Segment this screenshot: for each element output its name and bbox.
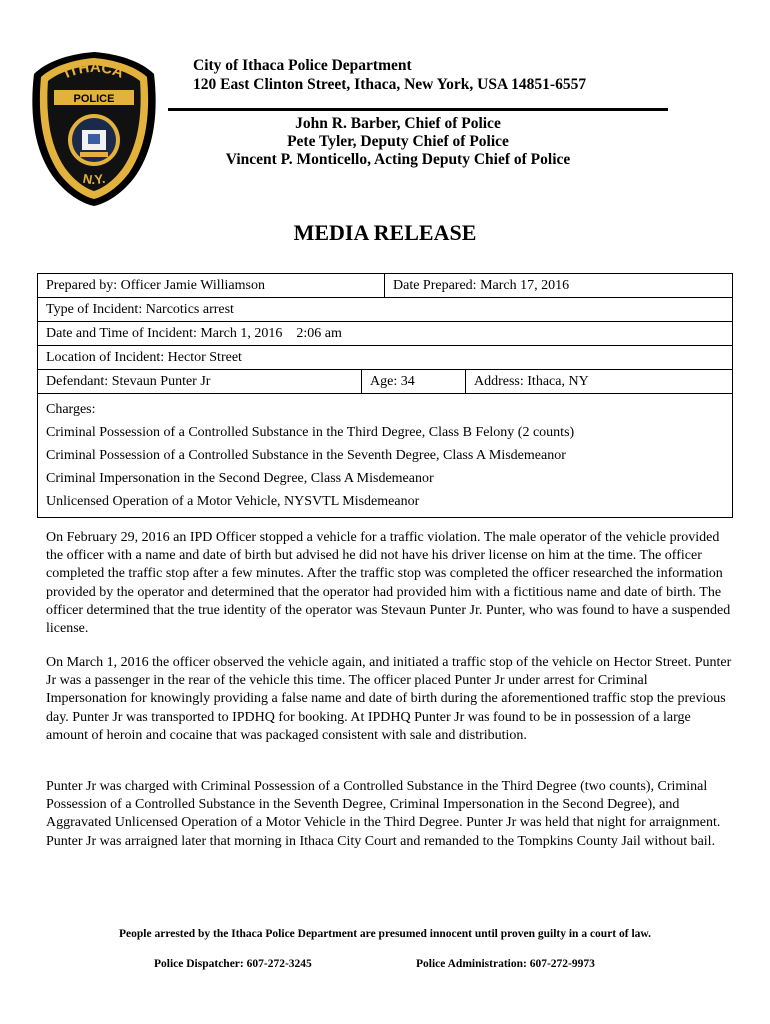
prepared-by: Prepared by: Officer Jamie Williamson bbox=[46, 278, 265, 293]
deputy-chief: Pete Tyler, Deputy Chief of Police bbox=[287, 133, 509, 150]
defendant-address: Address: Ithaca, NY bbox=[465, 370, 732, 393]
svg-text:N.Y. bbox=[82, 171, 107, 187]
charge-item: Unlicensed Operation of a Motor Vehicle, NYSVTL Misdemeanor bbox=[46, 494, 420, 509]
defendant-name: Defendant: Stevaun Punter Jr bbox=[46, 374, 211, 389]
body-paragraph: On March 1, 2016 the officer observed the vehicle again, and initiated a traffic stop of the vehicle on Hector Street. Punter Jr was a passenger in the rear of the vehicle this time. The officer placed Punter Jr under arrest for Criminal Impersonation for knowingly providing a false name and date of birth during the aforementioned traffic stop the previous day. Punter Jr was transported to IPDHQ for booking. At IPDHQ Punter Jr was found to be in possession of a large amount of heroin and cocaine that was packaged consistent with sale and distribution. bbox=[46, 655, 732, 743]
presumption-of-innocence-note: People arrested by the Ithaca Police Department are presumed innocent until proven guilty in a court of law. bbox=[119, 928, 651, 940]
charges-label: Charges: bbox=[46, 402, 96, 417]
date-prepared: Date Prepared: March 17, 2016 bbox=[384, 274, 732, 297]
table-row bbox=[38, 322, 732, 346]
table-row bbox=[38, 346, 732, 370]
chief-of-police: John R. Barber, Chief of Police bbox=[295, 115, 501, 132]
administration-phone: Police Administration: 607-272-9973 bbox=[416, 958, 595, 970]
charges-section bbox=[38, 394, 732, 517]
department-address: 120 East Clinton Street, Ithaca, New York, USA 14851-6557 bbox=[193, 76, 587, 93]
badge-top-text: ITHACA bbox=[61, 58, 127, 82]
letterhead-divider bbox=[168, 108, 668, 111]
table-row bbox=[38, 274, 732, 298]
defendant-age: Age: 34 bbox=[361, 370, 465, 393]
badge-bottom-text: N.Y. bbox=[81, 170, 107, 188]
department-name: City of Ithaca Police Department bbox=[193, 57, 412, 74]
page-title: MEDIA RELEASE bbox=[293, 220, 477, 245]
body-paragraph: On February 29, 2016 an IPD Officer stopped a vehicle for a traffic violation. The male operator of the vehicle provided the officer with a name and date of birth but advised he did not have his driver license on him at the time. The officer completed the traffic stop after a few minutes. After the traffic stop was completed the officer researched the information provided by the operator and determined that the operator had provided him with a fictitious name and date of birth. The officer determined that the true identity of the operator was Stevaun Punter Jr. Punter, who was found to have a suspended license. bbox=[46, 530, 731, 637]
incident-datetime: Date and Time of Incident: March 1, 2016 2:06 am bbox=[46, 326, 342, 341]
charge-item: Criminal Possession of a Controlled Substance in the Seventh Degree, Class A Misdemeanor bbox=[46, 448, 566, 463]
dispatcher-phone: Police Dispatcher: 607-272-3245 bbox=[154, 958, 312, 970]
incident-location: Location of Incident: Hector Street bbox=[46, 350, 242, 365]
ithaca-police-badge-logo bbox=[28, 48, 160, 208]
incident-info-table bbox=[37, 273, 733, 518]
badge-banner-text: POLICE bbox=[73, 93, 115, 105]
table-row bbox=[38, 298, 732, 322]
charge-item: Criminal Impersonation in the Second Degree, Class A Misdemeanor bbox=[46, 471, 434, 486]
incident-type: Type of Incident: Narcotics arrest bbox=[46, 302, 234, 317]
acting-deputy-chief: Vincent P. Monticello, Acting Deputy Chief of Police bbox=[225, 151, 571, 168]
table-row bbox=[38, 370, 732, 394]
body-paragraph: Punter Jr was charged with Criminal Possession of a Controlled Substance in the Third Degree (two counts), Criminal Possession of a Controlled Substance in the Seventh Degree, Criminal Impersonation in the Second Degree), and Aggravated Unlicensed Operation of a Motor Vehicle in the Third Degree. Punter Jr was held that night for arraignment. Punter Jr was arraigned later that morning in Ithaca City Court and remanded to the Tompkins County Jail without bail. bbox=[46, 779, 721, 849]
charge-item: Criminal Possession of a Controlled Substance in the Third Degree, Class B Felony (2 counts) bbox=[46, 425, 575, 440]
